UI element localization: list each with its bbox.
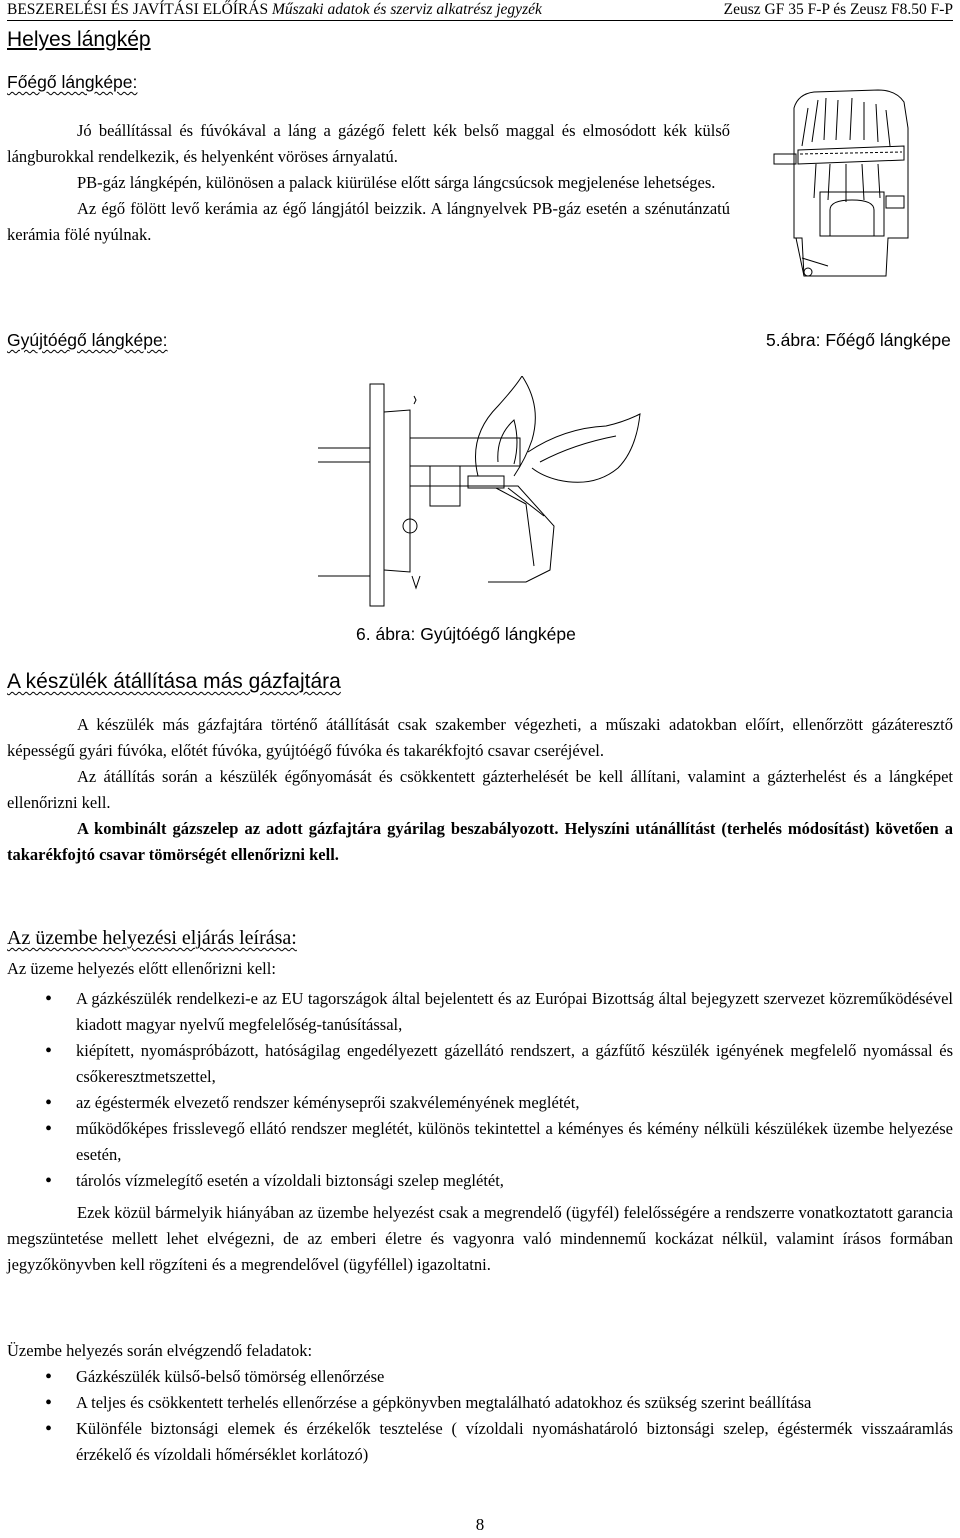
fitting (804, 268, 812, 276)
main-burner-paragraph: PB-gáz lángképén, különösen a palack kiürülése előtt sárga lángcsúcsok megjelenése lehetséges. (77, 173, 716, 192)
conversion-paragraph: A készülék más gázfajtára történő átállítását csak szakember végezheti, a műszaki adatokban előírt, ellenőrzött gázáteresztő képességű gyári fúvóka, előtét fúvóka, gyújtóégő fúvóka és takarékfojtó csavar cseréjével. (7, 715, 953, 760)
burner-arch (830, 200, 874, 236)
commissioning-intro: Az üzeme helyezés előtt ellenőrizni kell: (7, 959, 276, 978)
commissioning-body (7, 956, 953, 1278)
pilot-flame-upper (476, 376, 536, 476)
burner-head (410, 486, 554, 582)
commissioning-note: Ezek közül bármelyik hiányában az üzembe helyezést csak a megrendelő (ügyfél) felelősségére a rendszerre vonatkoztatott garancia megszüntetése mellett lehet elvégezni, de az emberi életre és vagyonra való mindennemű kockázat nélkül, valamint írásos formában jegyzőkönyvben kell rögzíteni és a megrendelővel (ügyféllel) igazoltatni. (7, 1203, 953, 1274)
burner-body (384, 410, 410, 572)
check-item: • A gázkészülék rendelkezi-e az EU tagországok által bejelentett és az Európai Bizottság által bejegyzett szervezet közreműködésével kiadott magyar nyelvű megfelelőség-tanúsítással, (7, 986, 953, 1038)
flame-lower (814, 164, 880, 202)
pilot-subtitle-text: Gyújtóégő lángképe: (7, 330, 168, 350)
main-burner-text (7, 118, 730, 248)
tasks-intro: Üzembe helyezés során elvégzendő feladatok: (7, 1341, 313, 1360)
check-item: • tárolós vízmelegítő esetén a vízoldali biztonsági szelep meglétét, (7, 1168, 953, 1194)
main-burner-paragraph: Az égő fölött levő kerámia az égő lángjától beizzik. A lángnyelvek PB-gáz esetén a szénutánzatú kerámia fölé nyúlnak. (7, 199, 730, 244)
commissioning-title-wrap (7, 924, 297, 952)
conversion-title: A készülék átállítása más gázfajtára (7, 670, 341, 693)
pilot-flame-core (540, 436, 616, 462)
top-bolt (414, 396, 416, 404)
main-burner-subtitle (7, 70, 137, 94)
main-burner-figure (768, 88, 914, 288)
tasks-body (7, 1338, 953, 1468)
page-number: 8 (475, 1515, 485, 1534)
task-list (7, 1364, 953, 1468)
mounting-plate (370, 384, 384, 606)
conversion-title-wrap (7, 668, 341, 696)
pilot-burner-figure (318, 376, 643, 622)
ceramic-bed (798, 146, 904, 164)
commissioning-title: Az üzembe helyezési eljárás leírása: (7, 927, 297, 949)
figure6-caption: 6. ábra: Gyújtóégő lángképe (356, 624, 576, 644)
nozzle-tip (412, 576, 420, 588)
conversion-paragraph: Az átállítás során a készülék égőnyomását és csökkentett gázterhelését be kell állítani, valamint a gázterhelést és a lángképet ellenőrizni kell. (7, 767, 953, 812)
header-left (7, 0, 542, 20)
page-header (7, 0, 953, 21)
pilot-flame-inner (498, 420, 517, 464)
pilot-flame-side (528, 414, 640, 482)
pilot-bracket (774, 154, 796, 164)
side-bracket (886, 196, 904, 208)
check-item: • működőképes frisslevegő ellátó rendszer meglétét, különös tekintettel a kéményes és kémény nélküli készülékek üzembe helyezése esetén, (7, 1116, 953, 1168)
ceramic-texture (800, 152, 902, 154)
conversion-text (7, 712, 953, 868)
check-list (7, 986, 953, 1194)
header-doc-type: BESZERELÉSI ÉS JAVÍTÁSI ELŐÍRÁS (7, 1, 272, 18)
main-burner-subtitle-text: Főégő lángképe: (7, 72, 138, 92)
check-item: • kiépített, nyomáspróbázott, hatóságilag engedélyezett gázellátó rendszert, a gázfűtő készülék igényének megfelelő nyomással és csőkeresztmetszettel, (7, 1038, 953, 1090)
task-item: • Különféle biztonsági elemek és érzékelők tesztelése ( vízoldali nyomáshatároló biztonsági szelep, égéstermék visszaáramlás érzékelő és vízoldali hőmérséklet korlátozó) (7, 1416, 953, 1468)
pilot-nozzle (410, 438, 520, 466)
conversion-paragraph-bold: A kombinált gázszelep az adott gázfajtára gyárilag beszabályozott. Helyszíni utánállítást (terhelés módosítást) követően a takarékfojtó csavar tömörségét ellenőrizni kell. (7, 819, 953, 864)
pilot-subtitle (7, 328, 168, 352)
check-item: • az égéstermék elvezető rendszer kéményseprői szakvéleményének meglétét, (7, 1090, 953, 1116)
task-item: • A teljes és csökkentett terhelés ellenőrzése a gépkönyvben megtalálható adatokhoz és szükség szerint beállítása (7, 1390, 953, 1416)
header-doc-subtitle: Műszaki adatok és szerviz alkatrész jegyzék (271, 1, 542, 18)
burner-inner (496, 488, 544, 566)
figure5-caption: 5.ábra: Főégő lángképe (766, 330, 951, 350)
gas-tube (318, 448, 370, 462)
flame-tongues (802, 98, 890, 146)
main-burner-paragraph: Jó beállítással és fúvókával a láng a gázégő felett kék belső maggal és elmosódott kék külső lángburokkal rendelkezik, és helyenként vöröses árnyalatú. (7, 121, 730, 166)
flame-title: Helyes lángkép (7, 28, 151, 51)
header-product: Zeusz GF 35 F-P és Zeusz F8.50 F-P (723, 1, 953, 18)
task-item: • Gázkészülék külső-belső tömörség ellenőrzése (7, 1364, 953, 1390)
